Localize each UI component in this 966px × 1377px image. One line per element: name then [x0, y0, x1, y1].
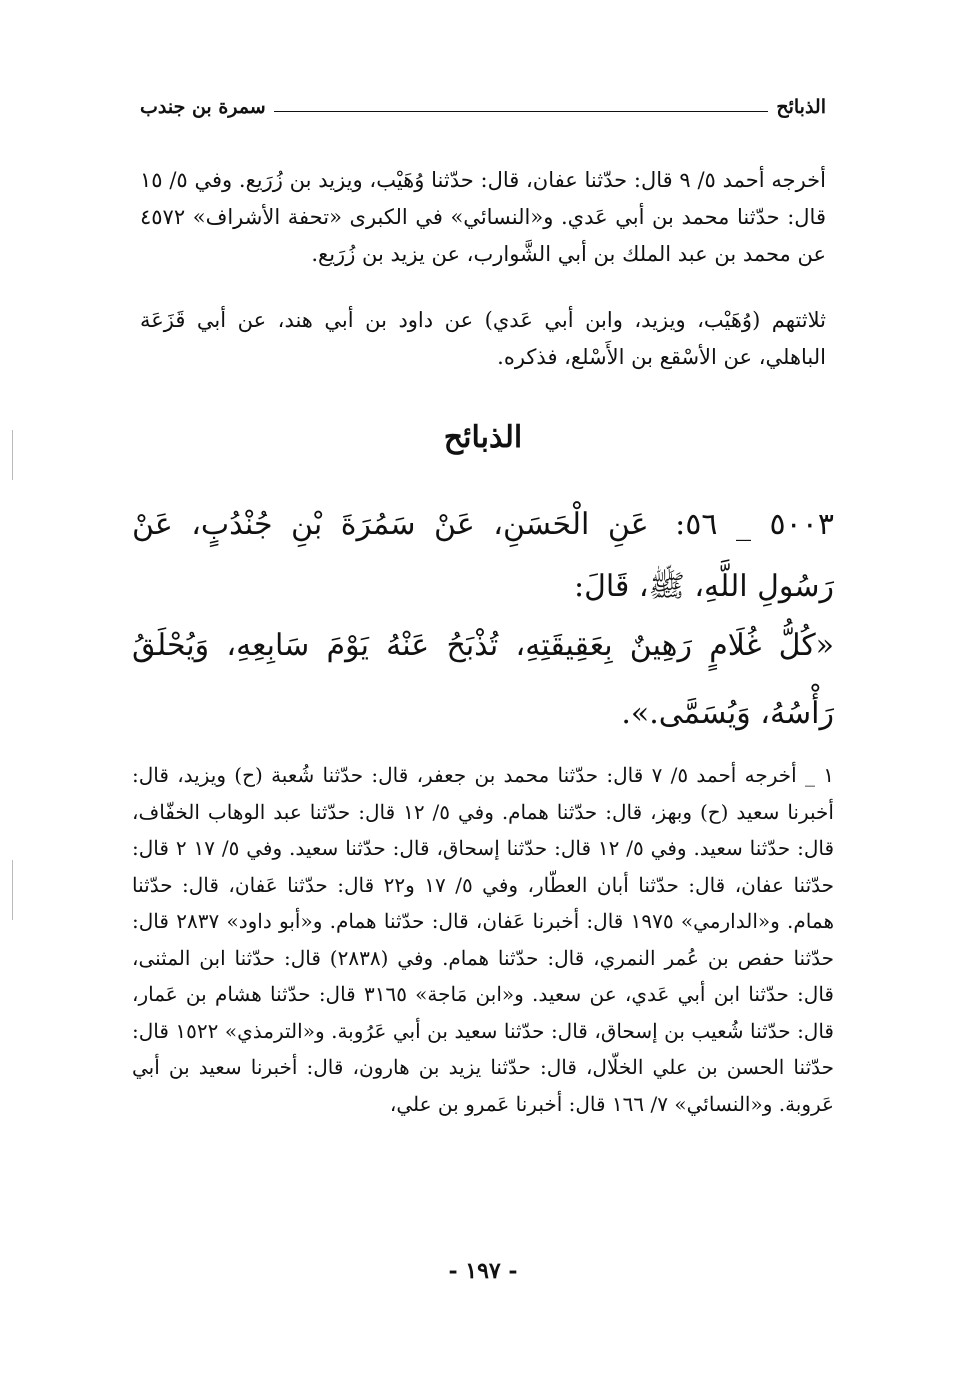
- intro-paragraph-1: أخرجه أحمد ٥/ ٩ قال: حدّثنا عفان، قال: حدّثنا وُهَيْب، ويزيد بن زُرَيع. وفي ٥/ ١٥ قال: حدّثنا محمد بن أبي عَدي. و«النسائي» في الكبرى «تحفة الأشراف» ٤٥٧٢ عن محمد بن عبد الملك بن أبي الشَّوارب، عن يزيد بن زُرَيع.: [140, 168, 826, 266]
- footnotes: ١ _ أخرجه أحمد ٥/ ٧ قال: حدّثنا محمد بن جعفر، قال: حدّثنا شُعبة (ح) ويزيد، قال: أخبرنا سعيد (ح) وبهز، قال: حدّثنا همام. وفي ٥/ ١٢ قال: حدّثنا عبد الوهاب الخفّاف، قال: حدّثنا سعيد. وفي ٥/ ١٢ قال: حدّثنا إسحاق، قال: حدّثنا سعيد. وفي ٥/ ١٧ ٢ قال: حدّثنا عفان، قال: حدّثنا أبان العطّار، وفي ٥/ ١٧ و٢٢ قال: حدّثنا عَفان، قال: حدّثنا همام. و«الدارمي» ١٩٧٥ قال: أخبرنا عَفان، قال: حدّثنا همام. و«أبو داود» ٢٨٣٧ قال: حدّثنا حفص بن عُمر النمري، قال: حدّثنا همام. وفي (٢٨٣٨) قال: حدّثنا ابن المثنى، قال: حدّثنا ابن أبي عَدي، عن سعيد. و«ابن مَاجة» ٣١٦٥ قال: حدّثنا هشام بن عَمار، قال: حدّثنا شُعيب بن إسحاق، قال: حدّثنا سعيد بن أبي عَرُوبة. و«الترمذي» ١٥٢٢ قال: حدّثنا الحسن بن علي الخلّال، قال: حدّثنا يزيد بن هارون، قال: أخبرنا سعيد بن أبي عَروبة. و«النسائي» ٧/ ١٦٦ قال: أخبرنا عَمرو بن علي،: [132, 763, 835, 1116]
- scan-edge-mark: [12, 860, 13, 920]
- scan-edge-mark: [12, 430, 13, 480]
- running-head: [140, 92, 826, 122]
- hadith-isnad-text: عَنِ الْحَسَنِ، عَنْ سَمُرَةَ بْنِ جُنْدُبٍ، عَنْ رَسُولِ اللَّهِ، ﷺ، قَالَ:: [132, 507, 834, 604]
- page-number: - ١٩٧ -: [448, 1258, 518, 1284]
- running-head-section: الذبائح: [776, 96, 826, 118]
- hadith-number: ٥٠٠٣ _ ٥٦:: [675, 507, 834, 542]
- running-head-narrator: سمرة بن جندب: [140, 96, 266, 118]
- section-title: الذبائح: [443, 420, 523, 455]
- intro-paragraph-2: ثلاثتهم (وُهَيْب، ويزيد، وابن أبي عَدي) عن داود بن أبي هند، عن أبي قَزَعَة الباهلي، عن الأسْقع بن الأَسْلع، فذكره.: [140, 308, 826, 369]
- hadith-isnad: [132, 494, 834, 618]
- running-head-rule: [274, 111, 769, 112]
- hadith-matn: «كُلُّ غُلَامٍ رَهِينٌ بِعَقِيقَتِهِ، تُذْبَحُ عَنْهُ يَوْمَ سَابِعِهِ، وَيُحْلَقُ رَأْسُهُ، وَيُسَمَّى.».: [132, 628, 834, 731]
